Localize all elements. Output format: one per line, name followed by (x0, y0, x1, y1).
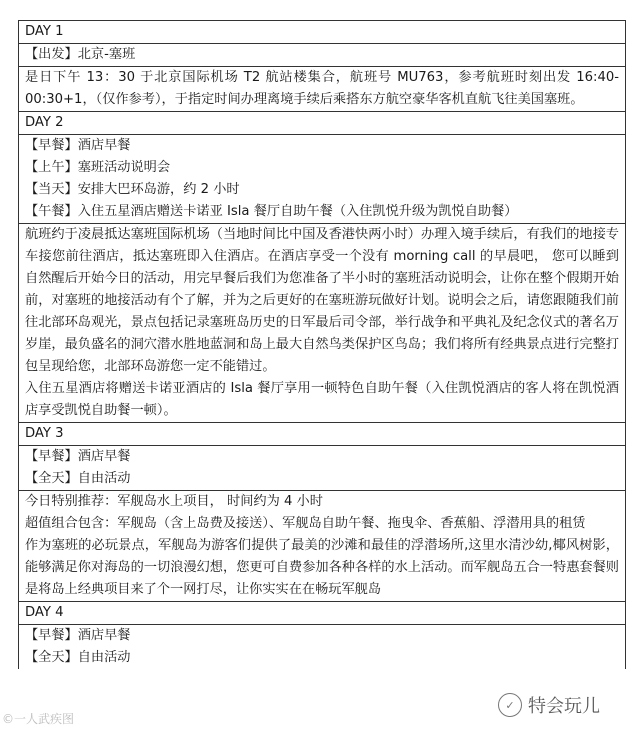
description-paragraph: 作为塞班的必玩景点，军舰岛为游客们提供了最美的沙滩和最佳的浮潜场所,这里水清沙幼,椰风树影，能够满足你对海岛的一切浪漫幻想，您更可自费参加各种各样的水上活动。而军舰岛五合一特惠套餐则是将岛上经典项目来了个一网打尽，让你实实在在畅玩军舰岛 (25, 538, 619, 597)
day-title: DAY 3 (25, 426, 64, 441)
description-paragraph: 是日下午 13：30 于北京国际机场 T2 航站楼集合，航班号 MU763，参考航班时刻出发 16:40-00:30+1，（仅作参考），于指定时间办理离境手续后乘搭东方航空豪华客机直航飞往美国塞班。 (25, 70, 619, 107)
schedule-line: 【早餐】酒店早餐 (25, 138, 131, 153)
day-3-description (19, 491, 625, 602)
schedule-line: 【上午】塞班活动说明会 (25, 160, 171, 175)
day-title: DAY 1 (25, 24, 64, 39)
description-paragraph: 超值组合包含：军舰岛（含上岛费及接送）、军舰岛自助午餐、拖曳伞、香蕉船、浮潜用具的租赁 (25, 516, 586, 531)
day-1-description (19, 67, 625, 112)
wechat-icon: ✓ (498, 693, 522, 717)
description-paragraph: 航班约于凌晨抵达塞班国际机场（当地时间比中国及香港快两小时）办理入境手续后，有我们的地接专车接您前往酒店，抵达塞班即入住酒店。在酒店享受一个没有 morning call 的早晨吧， 您可以睡到自然醒后开始今日的活动，用完早餐后我们为您准备了半小时的塞班活动说明会，让你在整个假期开始前，对塞班的地接活动有个了解，并为之后更好的在塞班游玩做好计划。说明会之后，请您跟随我们前往北部环岛观光，景点包括记录塞班岛历史的日军最后司令部，举行战争和平典礼及纪念仪式的著名万岁崖，最负盛名的洞穴潜水胜地蓝洞和岛上最大自然鸟类保护区鸟岛；我们将所有经典景点进行完整打包呈现给您，北部环岛游您一定不能错过。 (25, 227, 619, 374)
watermark-right (498, 690, 600, 720)
day-1-schedule (19, 44, 625, 67)
schedule-line: 【早餐】酒店早餐 (25, 628, 131, 643)
day-1-header (19, 21, 625, 44)
schedule-line: 【当天】安排大巴环岛游，约 2 小时 (25, 182, 240, 197)
day-2-header (19, 112, 625, 135)
day-title: DAY 4 (25, 605, 64, 620)
schedule-line: 【全天】自由活动 (25, 471, 131, 486)
day-title: DAY 2 (25, 115, 64, 130)
day-3-schedule (19, 446, 625, 491)
description-paragraph: 入住五星酒店将赠送卡诺亚酒店的 Isla 餐厅享用一顿特色自助午餐（入住凯悦酒店的客人将在凯悦酒店享受凯悦自助餐一顿）。 (25, 381, 619, 418)
description-paragraph: 今日特别推荐：军舰岛水上项目， 时间约为 4 小时 (25, 494, 323, 509)
schedule-line: 【出发】北京-塞班 (25, 47, 136, 62)
day-2-description (19, 224, 625, 423)
watermark-right-label: 特会玩儿 (528, 696, 600, 717)
schedule-line: 【全天】自由活动 (25, 650, 131, 665)
schedule-line: 【早餐】酒店早餐 (25, 449, 131, 464)
day-3-header (19, 423, 625, 446)
itinerary-table (18, 20, 626, 669)
schedule-line: 【午餐】入住五星酒店赠送卡诺亚 Isla 餐厅自助午餐（入住凯悦升级为凯悦自助餐） (25, 204, 518, 219)
day-4-header (19, 602, 625, 625)
day-2-schedule (19, 135, 625, 224)
watermark-left: ©一人武疾图 (2, 712, 75, 726)
day-4-schedule (19, 625, 625, 669)
